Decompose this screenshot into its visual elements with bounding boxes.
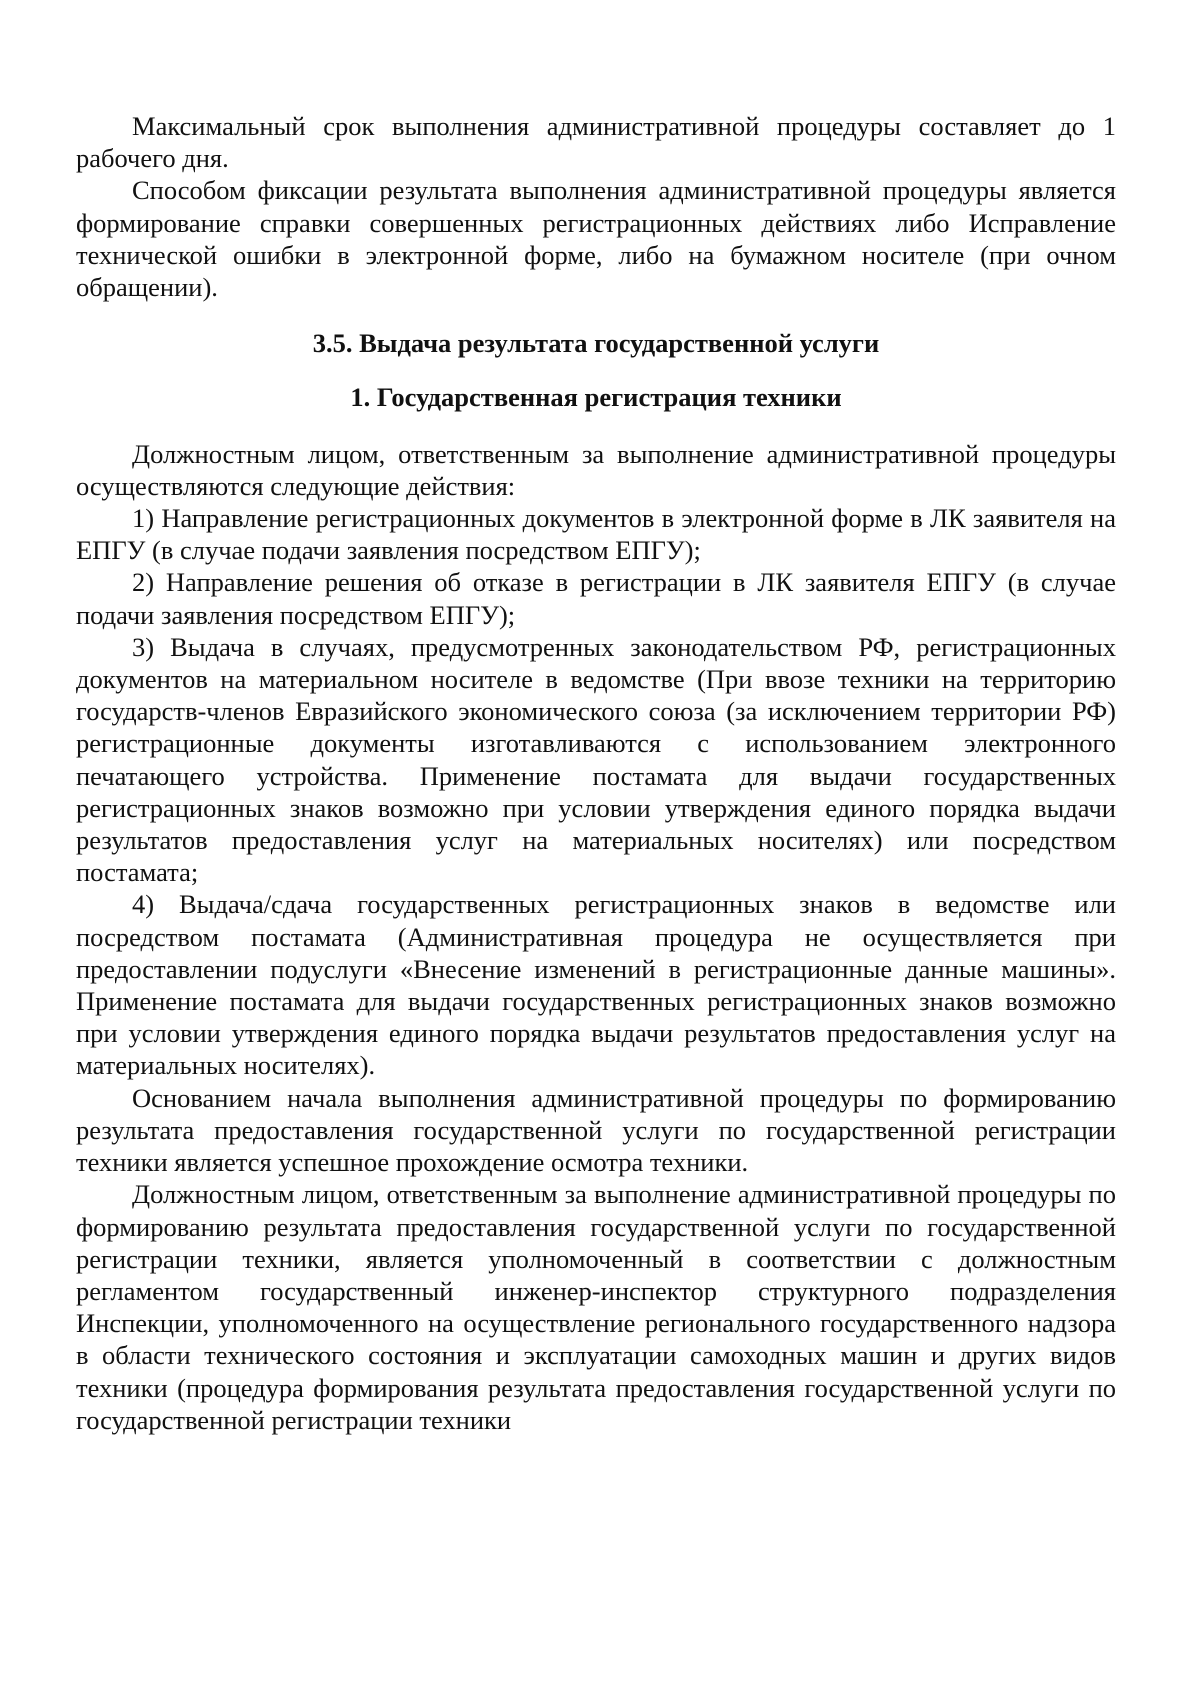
list-item-1: 1) Направление регистрационных документов в электронной форме в ЛК заявителя на ЕПГУ (в случае подачи заявления посредством ЕПГУ); [76,503,1116,566]
subsection-heading: 1. Государственная регистрация техники [350,382,842,413]
paragraph-fixation-method: Способом фиксации результата выполнения административной процедуры является формирование справки совершенных регистрационных действиях либо Исправление технической ошибки в электронной форме, либо на бумажном носителе (при очном обращении). [76,175,1116,303]
paragraph-max-duration: Максимальный срок выполнения административной процедуры составляет до 1 рабочего дня. [76,111,1116,174]
list-item-4: 4) Выдача/сдача государственных регистрационных знаков в ведомстве или посредством постамата (Административная процедура не осуществляется при предоставлении подуслуги «Внесение изменений в регистрационные данные машины». Применение постамата для выдачи государственных регистрационных знаков возможно при условии утверждения единого порядка выдачи результатов предоставления услуг на материальных носителях). [76,889,1116,1081]
list-item-2: 2) Направление решения об отказе в регистрации в ЛК заявителя ЕПГУ (в случае подачи заявления посредством ЕПГУ); [76,567,1116,630]
list-item-3: 3) Выдача в случаях, предусмотренных законодательством РФ, регистрационных документов на материальном носителе в ведомстве (При ввозе техники на территорию государств-членов Евразийского экономического союза (за исключением территории РФ) регистрационные документы изготавливаются с использованием электронного печатающего устройства. Применение постамата для выдачи государственных регистрационных знаков возможно при условии утверждения единого порядка выдачи результатов предоставления услуг на материальных носителях) или посредством постамата; [76,631,1116,888]
paragraph-responsible-official: Должностным лицом, ответственным за выполнение административной процедуры по формированию результата предоставления государственной услуги по государственной регистрации техники, является уполномоченный в соответствии с должностным регламентом государственный инженер-инспектор структурного подразделения Инспекции, уполномоченного на осуществление регионального государственного надзора в области технического состояния и эксплуатации самоходных машин и других видов техники (процедура формирования результата предоставления государственной услуги по государственной регистрации техники [76,1179,1116,1435]
document-page [76,110,1116,1436]
paragraph-official-actions: Должностным лицом, ответственным за выполнение административной процедуры осуществляются следующие действия: [76,438,1116,501]
paragraph-basis: Основанием начала выполнения административной процедуры по формированию результата предоставления государственной услуги по государственной регистрации техники является успешное прохождение осмотра техники. [76,1082,1116,1178]
section-heading: 3.5. Выдача результата государственной услуги [312,328,880,359]
